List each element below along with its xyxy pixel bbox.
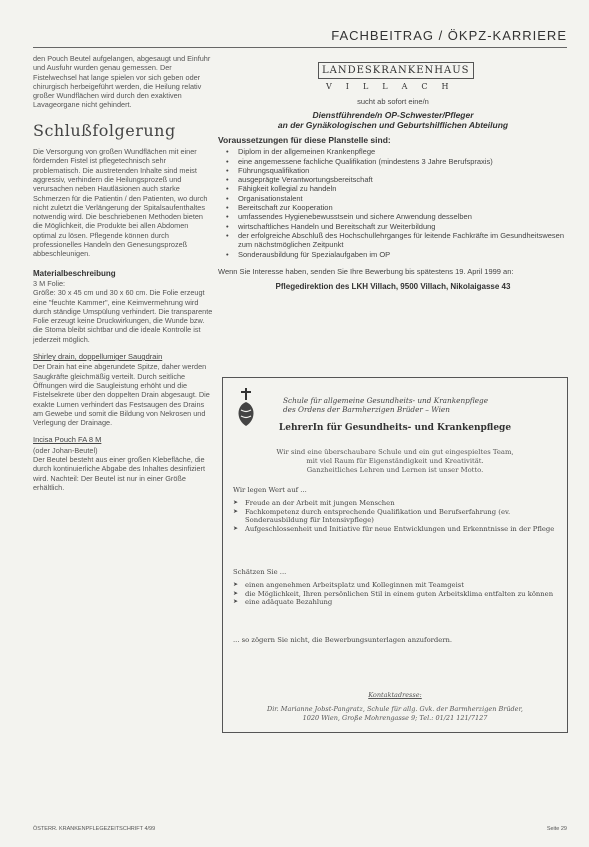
- pouch-subheading: (oder Johan-Beutel): [33, 445, 98, 455]
- values-block: [233, 486, 557, 534]
- school-position: LehrerIn für Gesundheits- und Krankenpflege: [278, 423, 512, 433]
- contact-line-2: 1020 Wien, Große Mohrengasse 9; Tel.: 01/21 121/7127: [302, 713, 488, 722]
- requirement-item: • eine angemessene fachliche Qualifikation (mindestens 3 Jahre Berufspraxis): [226, 157, 568, 166]
- school-intro: [243, 448, 547, 475]
- offers-block: [233, 568, 557, 607]
- offers-list: [233, 581, 557, 607]
- order-emblem-icon: [231, 386, 261, 428]
- school-name: [283, 396, 563, 414]
- article-heading: Schlußfolgerung: [33, 120, 176, 140]
- values-list: [233, 499, 557, 534]
- requirement-item: • Führungsqualifikation: [226, 166, 568, 175]
- offers-heading: Schätzen Sie ...: [233, 568, 287, 576]
- offer-item: ➤ die Möglichkeit, Ihren persönlichen Stil in einem guten Arbeitsklima entfalten zu können: [233, 590, 557, 599]
- requirement-item: • der erfolgreiche Abschluß des Hochschullehrganges für leitende Fachkräfte im Gesundheitswesen zum nächstmöglichen Zeitpunkt: [226, 231, 568, 250]
- article-column: [33, 54, 213, 495]
- offer-item: ➤ eine adäquate Bezahlung: [233, 598, 557, 607]
- value-item: ➤ Freude an der Arbeit mit jungen Menschen: [233, 499, 557, 508]
- section-header: FACHBEITRAG / ÖKPZ-KARRIERE: [331, 28, 567, 43]
- requirement-item: • Diplom in der allgemeinen Krankenpflege: [226, 147, 568, 156]
- requirement-item: • wirtschaftliches Handeln und Bereitschaft zur Weiterbildung: [226, 222, 568, 231]
- material-heading: Materialbeschreibung: [33, 268, 116, 278]
- intro-line-1: Wir sind eine überschaubare Schule und ein gut eingespieltes Team,: [276, 448, 514, 456]
- requirement-item: • Bereitschaft zur Kooperation: [226, 203, 568, 212]
- material-text: Größe: 30 x 45 cm und 30 x 60 cm. Die Folie erzeugt eine "feuchte Kammer", eine Keimvermehrung wird durch ständige Umspülung verhindert. Die transparente Folie erzeugt keine Druckwirkungen, die Wunde bzw. die Stoma bleibt sichtbar und die ideale Kontrolle ist jederzeit möglich.: [33, 288, 213, 344]
- closing-text: ... so zögern Sie nicht, die Bewerbungsunterlagen anzufordern.: [233, 636, 453, 644]
- logo-city: VILLACH: [326, 82, 463, 91]
- ad2-wrapper: [218, 0, 568, 847]
- apply-address: Pflegedirektion des LKH Villach, 9500 Villach, Nikolaigasse 43: [275, 282, 511, 292]
- requirement-item: • ausgeprägte Verantwortungsbereitschaft: [226, 175, 568, 184]
- school-name-line-1: Schule für allgemeine Gesundheits- und Krankenpflege: [283, 396, 489, 405]
- job-ad-school: [222, 377, 568, 733]
- logo-name: LANDESKRANKENHAUS: [318, 62, 474, 79]
- pouch-heading: Incisa Pouch FA 8 M: [33, 435, 102, 445]
- shirley-heading: Shirley drain, doppellumiger Saugdrain: [33, 352, 163, 362]
- contact-heading: Kontaktadresse:: [368, 691, 422, 699]
- requirement-item: • Sonderausbildung für Spezialaufgaben im OP: [226, 250, 568, 259]
- school-name-line-2: des Ordens der Barmherzigen Brüder – Wien: [283, 405, 450, 414]
- pouch-text: Der Beutel besteht aus einer großen Klebefläche, die durch kontinuierliche Abgabe des Inhaltes desinfiziert wird. Nachteil: Der Beutel ist nur in einer Größe erhältlich.: [33, 454, 205, 492]
- requirement-item: • Fähigkeit kollegial zu handeln: [226, 184, 568, 193]
- contact-line-1: Dir. Marianne Jobst-Pangratz, Schule für allg. Gvk. der Barmherzigen Brüder,: [266, 705, 523, 714]
- footer-page-number: Seite 29: [546, 826, 567, 832]
- intro-line-3: Ganzheitliches Lehren und Lernen ist unser Motto.: [306, 466, 484, 474]
- page-footer: [33, 826, 567, 832]
- requirements-heading: Voraussetzungen für diese Planstelle sind:: [218, 135, 391, 145]
- ad-position-line-2: an der Gynäkologischen und Geburtshilflichen Abteilung: [277, 120, 509, 130]
- material-subheading: 3 M Folie:: [33, 278, 66, 288]
- values-heading: Wir legen Wert auf ...: [233, 486, 307, 494]
- value-item: ➤ Fachkompetenz durch entsprechende Qualifikation und Berufserfahrung (ev. Sonderausbildung für Intensivpflege): [233, 508, 557, 526]
- ad-position-line-1: Dienstführende/n OP-Schwester/Pfleger: [312, 110, 474, 120]
- article-intro: den Pouch Beutel aufgelangen, abgesaugt und Einfuhr und Ausfuhr wurden genau gemessen. Der Fistelwechsel hat lange spielen vor sich geben oder chirurgisch herbeigeführt werden, die Heilung relativ großer Wundflächen wird durch den exaktiven Lavageorgane nicht gehindert.: [33, 54, 211, 110]
- contact-block: [223, 691, 567, 722]
- shirley-text: Der Drain hat eine abgerundete Spitze, daher werden Saugkräfte gleichmäßig verteilt. Durch seitliche Öffnungen wird die Saugleistung erhöht und die Fistelsekrete über den doppelten Drain abgesaugt. Die exakte Lumen verhindert das Festsaugen des Drains am Gewebe und somit die Bildung von Nekrosen und Verlegung der Drainage.: [33, 362, 210, 428]
- offer-item: ➤ einen angenehmen Arbeitsplatz und Kolleginnen mit Teamgeist: [233, 581, 557, 590]
- ad-seek-text: sucht ab sofort eine/n: [357, 97, 429, 106]
- apply-text: Wenn Sie Interesse haben, senden Sie Ihre Bewerbung bis spätestens 19. April 1999 an:: [218, 266, 514, 276]
- requirement-item: • umfassendes Hygienebewusstsein und sichere Anwendung desselben: [226, 212, 568, 221]
- footer-journal: ÖSTERR. KRANKENPFLEGEZEITSCHRIFT 4/99: [33, 826, 156, 832]
- requirement-item: • Organisationstalent: [226, 194, 568, 203]
- article-conclusion: Die Versorgung von großen Wundflächen mit einer fördernden Fistel ist pflegetechnisch sehr problematisch. Die austretenden Inhalte sind meist aggressiv, verhindern die Heilungsprozeß und verursachen neben Hautläsionen auch starke Schmerzen für die Patientin / den Patienten, wo durch nicht zuletzt die Verlängerung der Spitalsaufenthaltes notwendig wird. Die beschriebenen Methoden bieten die Möglichkeit, die Produkte bei allen Abdomen optimal zu lösen. Pflegende können durch professionelles Handeln den Genesungsprozeß abbeschleunigen.: [33, 147, 208, 259]
- intro-line-2: mit viel Raum für Eigenständigkeit und Kreativität.: [306, 457, 484, 465]
- value-item: ➤ Aufgeschlossenheit und Initiative für neue Entwicklungen und Erkenntnisse in der Pflege: [233, 525, 557, 534]
